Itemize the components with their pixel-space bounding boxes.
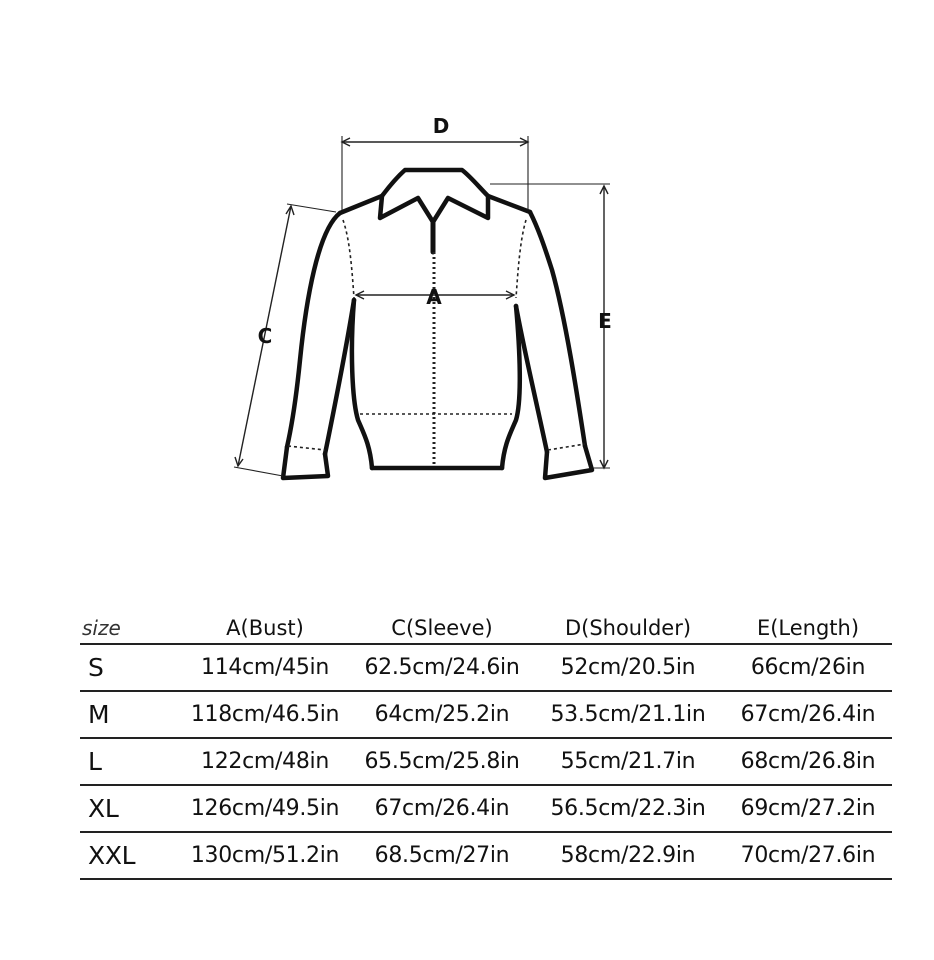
right-body-side: [502, 306, 520, 468]
sleeve-value: 62.5cm/24.6in: [352, 644, 532, 691]
size-chart-table: [80, 612, 892, 880]
header-length: E(Length): [724, 612, 892, 644]
size-label: XL: [80, 785, 178, 832]
label-a: A: [426, 285, 442, 309]
left-body-side: [352, 300, 372, 468]
length-value: 69cm/27.2in: [724, 785, 892, 832]
right-cuff: [545, 446, 592, 478]
left-shoulder: [340, 196, 382, 213]
header-size: size: [80, 612, 178, 644]
shoulder-value: 53.5cm/21.1in: [532, 691, 724, 738]
label-e: E: [598, 309, 612, 333]
header-sleeve: C(Sleeve): [352, 612, 532, 644]
length-value: 68cm/26.8in: [724, 738, 892, 785]
left-cuff: [283, 447, 328, 478]
table-row: [80, 738, 892, 785]
bust-value: 126cm/49.5in: [178, 785, 352, 832]
bust-value: 114cm/45in: [178, 644, 352, 691]
right-shoulder: [488, 196, 530, 212]
length-value: 66cm/26in: [724, 644, 892, 691]
size-label: M: [80, 691, 178, 738]
header-shoulder: D(Shoulder): [532, 612, 724, 644]
size-label: L: [80, 738, 178, 785]
label-d: D: [432, 114, 450, 138]
bust-value: 122cm/48in: [178, 738, 352, 785]
shoulder-value: 55cm/21.7in: [532, 738, 724, 785]
right-armhole-seam: [516, 220, 526, 298]
shoulder-value: 52cm/20.5in: [532, 644, 724, 691]
table-row: [80, 832, 892, 879]
table-header-row: [80, 612, 892, 644]
left-cuff-seam: [288, 446, 325, 450]
sleeve-value: 68.5cm/27in: [352, 832, 532, 879]
bust-value: 130cm/51.2in: [178, 832, 352, 879]
shoulder-value: 58cm/22.9in: [532, 832, 724, 879]
jacket-outline: [283, 170, 592, 478]
length-value: 70cm/27.6in: [724, 832, 892, 879]
table-row: [80, 785, 892, 832]
sleeve-value: 67cm/26.4in: [352, 785, 532, 832]
bust-value: 118cm/46.5in: [178, 691, 352, 738]
header-bust: A(Bust): [178, 612, 352, 644]
length-value: 67cm/26.4in: [724, 691, 892, 738]
sleeve-value: 64cm/25.2in: [352, 691, 532, 738]
size-label: XXL: [80, 832, 178, 879]
shoulder-value: 56.5cm/22.3in: [532, 785, 724, 832]
right-cuff-seam: [548, 444, 585, 450]
label-c: C: [257, 324, 273, 348]
table-row: [80, 644, 892, 691]
left-sleeve-inner: [325, 300, 354, 454]
table-row: [80, 691, 892, 738]
left-armhole-seam: [343, 220, 354, 298]
collar: [380, 170, 488, 222]
size-label: S: [80, 644, 178, 691]
sleeve-value: 65.5cm/25.8in: [352, 738, 532, 785]
